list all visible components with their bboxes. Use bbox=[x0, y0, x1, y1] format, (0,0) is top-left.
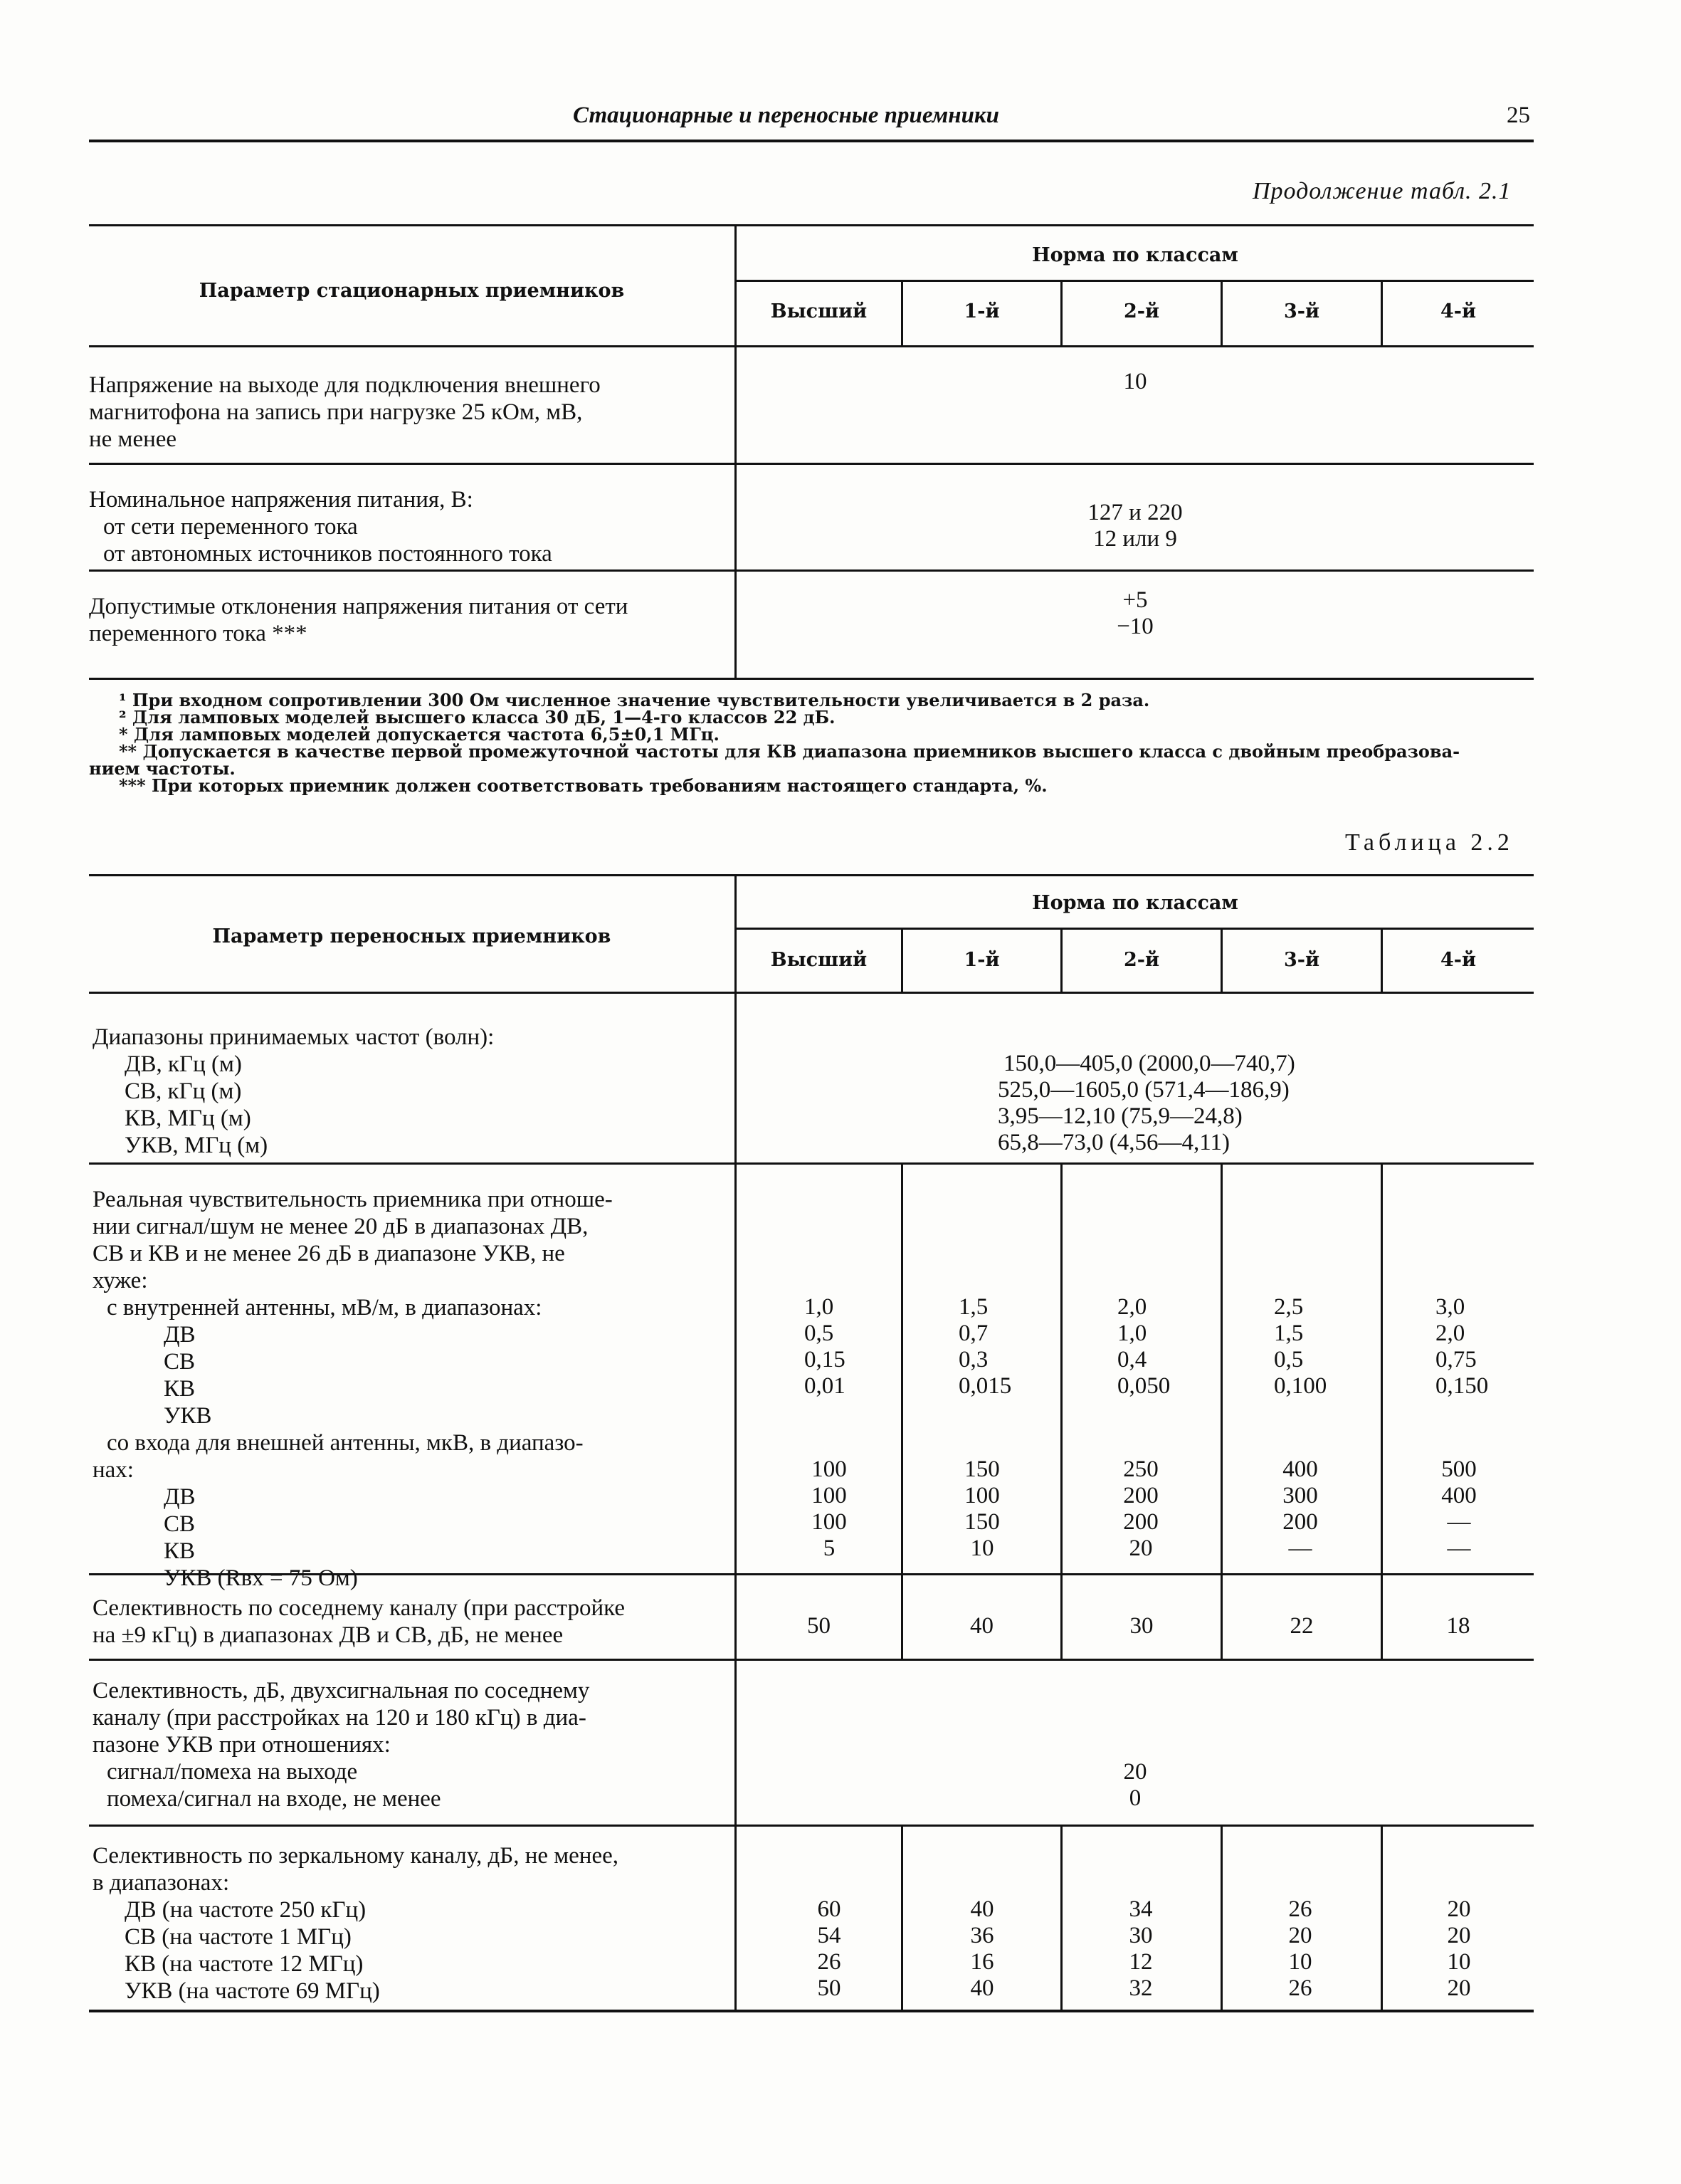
table1-row-label: Допустимые отклонения напряжения питания от сети переменного тока *** bbox=[89, 594, 628, 646]
table2-class-header: 4-й bbox=[1440, 949, 1477, 971]
sensitivity-label: Реальная чувствительность приемника при отноше- нии сигнал/шум не менее 20 дБ в диапазонах ДВ, СВ и КВ и не менее 26 дБ в диапазоне УКВ, не хуже: с внутренней антенны, мВ/м, в диапазонах: ДВ СВ КВ УКВ со входа для внешней антенны, мкВ, в диапазо- нах: ДВ СВ КВ УКВ (Rвх = 75 Ом) bbox=[93, 1187, 613, 1591]
footnote: нием частоты. bbox=[89, 758, 236, 779]
sens-internal-col: 2,0 1,0 0,4 0,050 bbox=[1117, 1294, 1171, 1399]
footnote: ** Допускается в качестве первой промежуточной частоты для КВ диапазона приемников высшего класса с двойным преобразова- bbox=[119, 741, 1460, 762]
page-number: 25 bbox=[1507, 103, 1530, 128]
table2-label: Таблица 2.2 bbox=[1345, 829, 1514, 856]
adjacent-label: Селективность по соседнему каналу (при расстройке на ±9 кГц) в диапазонах ДВ и СВ, дБ, не менее bbox=[93, 1595, 625, 1648]
ranges-values: 150,0—405,0 (2000,0—740,7) 525,0—1605,0 (571,4—186,9) 3,95—12,10 (75,9—24,8) 65,8—73,0 (4,56—4,11) bbox=[998, 1051, 1295, 1155]
image-col: 20 20 10 20 bbox=[1447, 1896, 1471, 2001]
sens-internal-col: 2,5 1,5 0,5 0,100 bbox=[1274, 1294, 1327, 1399]
adjacent-value: 18 bbox=[1446, 1613, 1470, 1639]
image-col: 40 36 16 40 bbox=[970, 1896, 994, 2001]
table1-param-header: Параметр стационарных приемников bbox=[199, 280, 625, 302]
sens-external-col: 150 100 150 10 bbox=[964, 1456, 1000, 1561]
sens-internal-col: 1,0 0,5 0,15 0,01 bbox=[804, 1294, 845, 1399]
adjacent-value: 30 bbox=[1129, 1613, 1154, 1639]
sens-external-col: 400 300 200 — bbox=[1282, 1456, 1318, 1561]
image-col: 60 54 26 50 bbox=[817, 1896, 841, 2001]
table2 bbox=[89, 874, 1534, 2013]
table1-class-header: 3-й bbox=[1283, 300, 1320, 322]
table2-class-header: 2-й bbox=[1123, 949, 1160, 971]
adjacent-value: 50 bbox=[807, 1613, 831, 1639]
table1-norm-header: Норма по классам bbox=[1032, 244, 1238, 266]
sens-internal-col: 3,0 2,0 0,75 0,150 bbox=[1435, 1294, 1489, 1399]
table1-row-value: +5 −10 bbox=[1117, 587, 1154, 639]
header-rule bbox=[89, 140, 1534, 142]
footnote: ¹ При входном сопротивлении 300 Ом численное значение чувствительности увеличивается в 2 раза. bbox=[119, 690, 1150, 710]
table1-row-label: Номинальное напряжения питания, В: от сети переменного тока от автономных источников постоянного тока bbox=[89, 487, 552, 567]
twosignal-label: Селективность, дБ, двухсигнальная по соседнему каналу (при расстройках на 120 и 180 кГц) в диа- пазоне УКВ при отношениях: сигнал/помеха на выходе помеха/сигнал на входе, не менее bbox=[93, 1678, 590, 1812]
table1-row-value: 127 и 220 12 или 9 bbox=[1087, 500, 1183, 552]
table2-class-header: 3-й bbox=[1283, 949, 1320, 971]
table2-norm-header: Норма по классам bbox=[1032, 892, 1238, 914]
table1-row-label: Напряжение на выходе для подключения внешнего магнитофона на запись при нагрузке 25 кОм, мВ, не менее bbox=[89, 372, 601, 452]
table1 bbox=[89, 224, 1534, 680]
sens-internal-col: 1,5 0,7 0,3 0,015 bbox=[959, 1294, 1012, 1399]
footnote: * Для ламповых моделей допускается частота 6,5±0,1 МГц. bbox=[119, 724, 720, 745]
adjacent-value: 22 bbox=[1290, 1613, 1314, 1639]
sens-external-col: 500 400 — — bbox=[1441, 1456, 1477, 1561]
table1-class-header: 4-й bbox=[1440, 300, 1477, 322]
table1-row-value: 10 bbox=[1123, 369, 1147, 394]
sens-external-col: 250 200 200 20 bbox=[1123, 1456, 1159, 1561]
image-col: 26 20 10 26 bbox=[1288, 1896, 1312, 2001]
twosignal-values: 20 0 bbox=[1123, 1759, 1147, 1811]
table1-class-header: Высший bbox=[770, 300, 868, 322]
running-title: Стационарные и переносные приемники bbox=[573, 103, 1000, 128]
table1-continuation-label: Продолжение табл. 2.1 bbox=[1253, 178, 1512, 204]
ranges-label: Диапазоны принимаемых частот (волн): ДВ, кГц (м) СВ, кГц (м) КВ, МГц (м) УКВ, МГц (м) bbox=[93, 1024, 495, 1158]
footnote: *** При которых приемник должен соответствовать требованиям настоящего стандарта, %. bbox=[119, 775, 1048, 796]
table2-param-header: Параметр переносных приемников bbox=[212, 925, 611, 947]
table2-class-header: 1-й bbox=[964, 949, 1000, 971]
table1-class-header: 2-й bbox=[1123, 300, 1160, 322]
sens-external-col: 100 100 100 5 bbox=[811, 1456, 847, 1561]
table1-class-header: 1-й bbox=[964, 300, 1000, 322]
adjacent-value: 40 bbox=[970, 1613, 994, 1639]
footnote: ² Для ламповых моделей высшего класса 30 дБ, 1—4-го классов 22 дБ. bbox=[119, 707, 836, 728]
image-col: 34 30 12 32 bbox=[1129, 1896, 1153, 2001]
footnotes bbox=[89, 692, 1534, 794]
image-label: Селективность по зеркальному каналу, дБ, не менее, в диапазонах: ДВ (на частоте 250 кГц) СВ (на частоте 1 МГц) КВ (на частоте 12 МГц) УКВ (на частоте 69 МГц) bbox=[93, 1843, 619, 2004]
table2-class-header: Высший bbox=[770, 949, 868, 971]
